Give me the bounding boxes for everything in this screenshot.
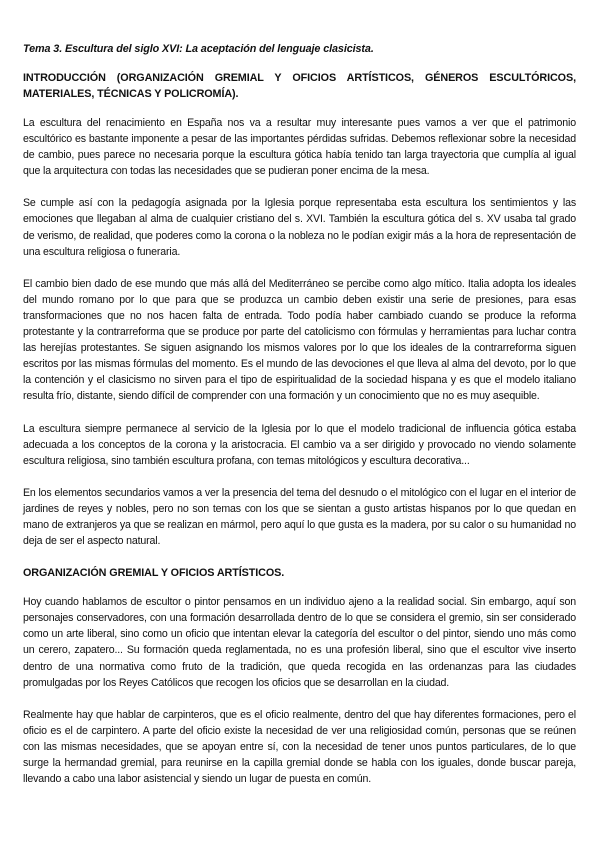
paragraph: En los elementos secundarios vamos a ver la presencia del tema del desnudo o el mitológico con el lugar en el interior de jardines de reyes y nobles, pero no son temas con los que se sientan a gusto artistas hispanos por lo que quedan en mano de extranjeros ya que se realizan en mármol, pero aquí lo que gusta es la madera, por su calor o su humanidad no deja de ser el aspecto natural. (23, 486, 576, 548)
paragraph: Hoy cuando hablamos de escultor o pintor pensamos en un individuo ajeno a la realidad social. Sin embargo, aquí son personajes conservadores, con una formación desarrollada dentro de lo que se considera el gremio, sin ser considerado como un arte liberal, sino como un oficio que intentan elevar la categoría del escultor o del pintor, siendo uno más como un cerero, zapatero... Su formación queda reglamentada, no es una profesión liberal, sino que el escultor vive inserto dentro de una normativa como fruto de la tradición, que queda recogida en las ordenanzas para las ciudades promulgadas por los Reyes Católicos que recogen los oficios que se desarrollan en la ciudad. (23, 596, 576, 689)
document-page (23, 42, 576, 803)
paragraph: La escultura del renacimiento en España nos va a resultar muy interesante pues vamos a ver que el patrimonio escultórico es bastante imponente a pesar de las importantes pérdidas sufridas. Debemos reflexionar sobre la necesidad de cambio, pues parece no necesaria porque la escultura gótica había tenido tan larga trayectoria que cumplía al igual que la arquitectura con todas las necesidades que se pudieran poner encima de la mesa. (23, 117, 576, 178)
paragraph: El cambio bien dado de ese mundo que más allá del Mediterráneo se percibe como algo mítico. Italia adopta los ideales del mundo romano por lo que para que se produzca un cambio deben existir una serie de presiones, para esas transformaciones que no nos hacen falta de entrada. Todo podía haber cambiado cuando se produce la reforma protestante y la contrarreforma que se produce por parte del catolicismo con fórmulas y herramientas para luchar contra las herejías protestantes. Se siguen asignando los mismos valores por lo que los ideales de la contrarreforma siguen escritos por las mismas fórmulas del momento. Es el mundo de las devociones el que lleva al alma del devoto, por lo que la contención y el clasicismo no sirven para el tipo de espiritualidad de la sociedad hispana y es que el modelo italiano resulta frío, distante, siendo difícil de comprender con una formación y un conocimiento que no es muy asequible. (23, 277, 576, 403)
paragraph: Realmente hay que hablar de carpinteros, que es el oficio realmente, dentro del que hay diferentes formaciones, pero el oficio es el de carpintero. A parte del oficio existe la necesidad de ver una religiosidad común, personas que se reúnen con las mismas necesidades, que se apoyan entre sí, con la necesidad de tener unos puntos particulares, de lo que surge la hermandad gremial, para reunirse en la capilla gremial donde se habla con los iguales, donde buscar pareja, llevando a cabo una labor asistencial y siendo un lugar de puesta en común. (23, 708, 576, 786)
paragraph: Se cumple así con la pedagogía asignada por la Iglesia porque representaba esta escultura los sentimientos y las emociones que llegaban al alma de cualquier cristiano del s. XVI. También la escultura gótica del s. XV usaba tal grado de verismo, de realidad, que poderes como la corona o la nobleza no le podían exigir más a la hora de representación de una escultura religiosa o funeraria. (23, 197, 576, 258)
document-title: Tema 3. Escultura del siglo XVI: La aceptación del lenguaje clasicista. (23, 43, 374, 55)
section-heading-organizacion-gremial: ORGANIZACIÓN GREMIAL Y OFICIOS ARTÍSTICOS. (23, 567, 285, 580)
section-heading-introduccion: INTRODUCCIÓN (ORGANIZACIÓN GREMIAL Y OFICIOS ARTÍSTICOS, GÉNEROS ESCULTÓRICOS, MATERIALES, TÉCNICAS Y POLICROMÍA). (23, 72, 576, 100)
paragraph: La escultura siempre permanece al servicio de la Iglesia por lo que el modelo tradicional de influencia gótica estaba adecuada a los conceptos de la corona y la aristocracia. El cambio va a ser dirigido y provocado no viendo solamente escultura religiosa, sino también escultura profana, con temas mitológicos y escultura decorativa... (23, 422, 576, 467)
